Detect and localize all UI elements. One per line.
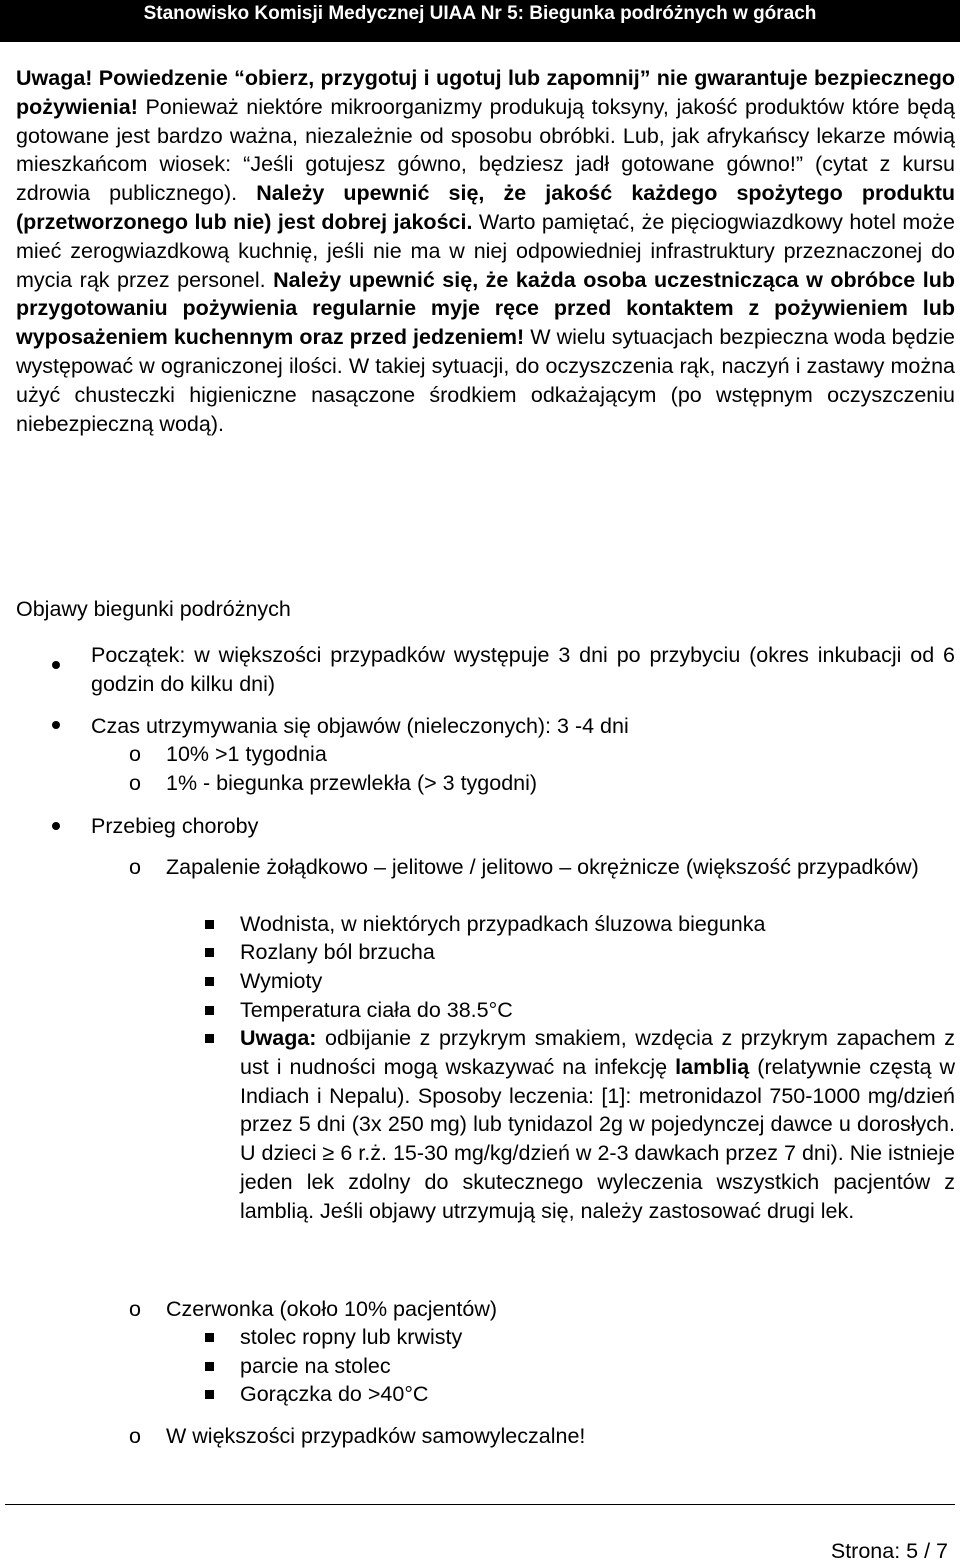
note-text-2: (relatywnie częstą w Indiach i Nepalu). Sposoby leczenia: [1]: metronidazol 750-1000 mg/dzień przez 5 dni (3x 250 mg) lub tynidazol 2g w pojedynczej dawce u dorosłych. U dzieci ≥ 6 r.ż. 15-30 mg/kg/dzień w 2-3 dawkach przez 7 dni). Nie istnieje jeden lek zdolny do skutecznego wyleczenia wszystkich pacjentów z lamblią. Jeśli objawy utrzymują się, należy zastosować drugi lek. xyxy=(240,1054,955,1223)
warning-bold-1: Uwaga! Powiedzenie “obierz, przygotuj i ugotuj lub zapomnij” nie gwarantuje bezpiecznego pożywienia! xyxy=(16,66,955,119)
list-item-duration-sub2: 1% - biegunka przewlekła (> 3 tygodni) xyxy=(166,771,538,795)
list-item-symptom: Wymioty xyxy=(240,969,323,993)
section-title: Objawy biegunki podróżnych xyxy=(16,597,291,621)
list-item-onset: Początek: w większości przypadków występuje 3 dni po przybyciu (okres inkubacji od 6 godzin do kilku dni) xyxy=(91,643,955,696)
warning-bold-3: Należy upewnić się, że każda osoba uczestnicząca w obróbce lub przygotowaniu pożywienia regularnie myje ręce przed kontaktem z pożywieniem lub wyposażeniem kuchennym oraz przed jedzeniem! xyxy=(16,267,955,350)
square-bullet-icon xyxy=(205,977,214,986)
circle-bullet-icon: o xyxy=(129,1424,141,1448)
warning-bold-2: Należy upewnić się, że jakość każdego spożytego produktu (przetworzonego lub nie) jest dobrej jakości. xyxy=(16,181,956,234)
intro-text-1: Ponieważ niektóre mikroorganizmy produkują toksyny, jakość produktów które będą gotowane jest bardzo ważna, niezależnie od sposobu obróbki. Lub, jak afrykańscy lekarze mówią mieszkańcom wiosek: “Jeśli gotujesz gówno, będziesz jadł gotowane gówno!” (cytat z kursu zdrowia publicznego). xyxy=(16,94,955,206)
list-item-dysentery-symptom: parcie na stolec xyxy=(240,1354,391,1378)
list-item-self-limiting: W większości przypadków samowyleczalne! xyxy=(166,1424,586,1448)
circle-bullet-icon: o xyxy=(129,771,141,795)
list-item-symptom: Temperatura ciała do 38.5°C xyxy=(240,998,513,1022)
list-item-dysentery-symptom: stolec ropny lub krwisty xyxy=(240,1325,463,1349)
note-bold: lamblią xyxy=(675,1054,750,1079)
intro-text-2: Warto pamiętać, że pięciogwiazdkowy hotel może mieć zerogwiazdkową kuchnię, jeśli nie ma w niej odpowiedniej infrastruktury przeznaczonej do mycia rąk przez personel. xyxy=(16,209,955,292)
list-item-dysentery: Czerwonka (około 10% pacjentów) xyxy=(166,1297,498,1321)
list-item-giardia-note xyxy=(240,1024,955,1226)
square-bullet-icon xyxy=(205,1362,214,1371)
list-item-gastroenteritis: Zapalenie żołądkowo – jelitowe / jelitowo – okrężnicze (większość przypadków) xyxy=(166,855,919,879)
square-bullet-icon xyxy=(205,948,214,957)
footer-divider xyxy=(5,1504,955,1505)
square-bullet-icon xyxy=(205,1034,214,1043)
disc-bullet-icon xyxy=(52,822,60,830)
page-number: Strona: 5 / 7 xyxy=(830,1539,948,1563)
note-label: Uwaga: xyxy=(240,1026,317,1050)
circle-bullet-icon: o xyxy=(129,742,141,766)
note-text-1: odbijanie z przykrym smakiem, wzdęcia z przykrym zapachem z ust i nudności mogą wskazywać na infekcję xyxy=(240,1026,955,1079)
square-bullet-icon xyxy=(205,1390,214,1399)
square-bullet-icon xyxy=(205,920,214,929)
list-item-duration: Czas utrzymywania się objawów (nieleczonych): 3 -4 dni xyxy=(91,714,629,738)
document-title: Stanowisko Komisji Medycznej UIAA Nr 5: Biegunka podróżnych w górach xyxy=(143,3,817,24)
intro-text-3: W wielu sytuacjach bezpieczna woda będzie występować w ograniczonej ilości. W takiej sytuacji, do oczyszczenia rąk, naczyń i zastawy można użyć chusteczki higieniczne nasączone środkiem odkażającym (po wstępnym oczyszczeniu niebezpieczną wodą). xyxy=(16,325,956,436)
list-item-symptom: Rozlany ból brzucha xyxy=(240,940,435,964)
disc-bullet-icon xyxy=(52,661,60,669)
intro-paragraph xyxy=(16,64,955,438)
list-item-course: Przebieg choroby xyxy=(91,814,259,838)
circle-bullet-icon: o xyxy=(129,855,141,879)
list-item-duration-sub1: 10% >1 tygodnia xyxy=(166,742,327,766)
list-item-symptom: Wodnista, w niektórych przypadkach śluzowa biegunka xyxy=(240,912,766,936)
circle-bullet-icon: o xyxy=(129,1297,141,1321)
list-item-dysentery-symptom: Gorączka do >40°C xyxy=(240,1382,429,1406)
square-bullet-icon xyxy=(205,1333,214,1342)
square-bullet-icon xyxy=(205,1006,214,1015)
document-header xyxy=(0,0,960,42)
disc-bullet-icon xyxy=(52,721,60,729)
